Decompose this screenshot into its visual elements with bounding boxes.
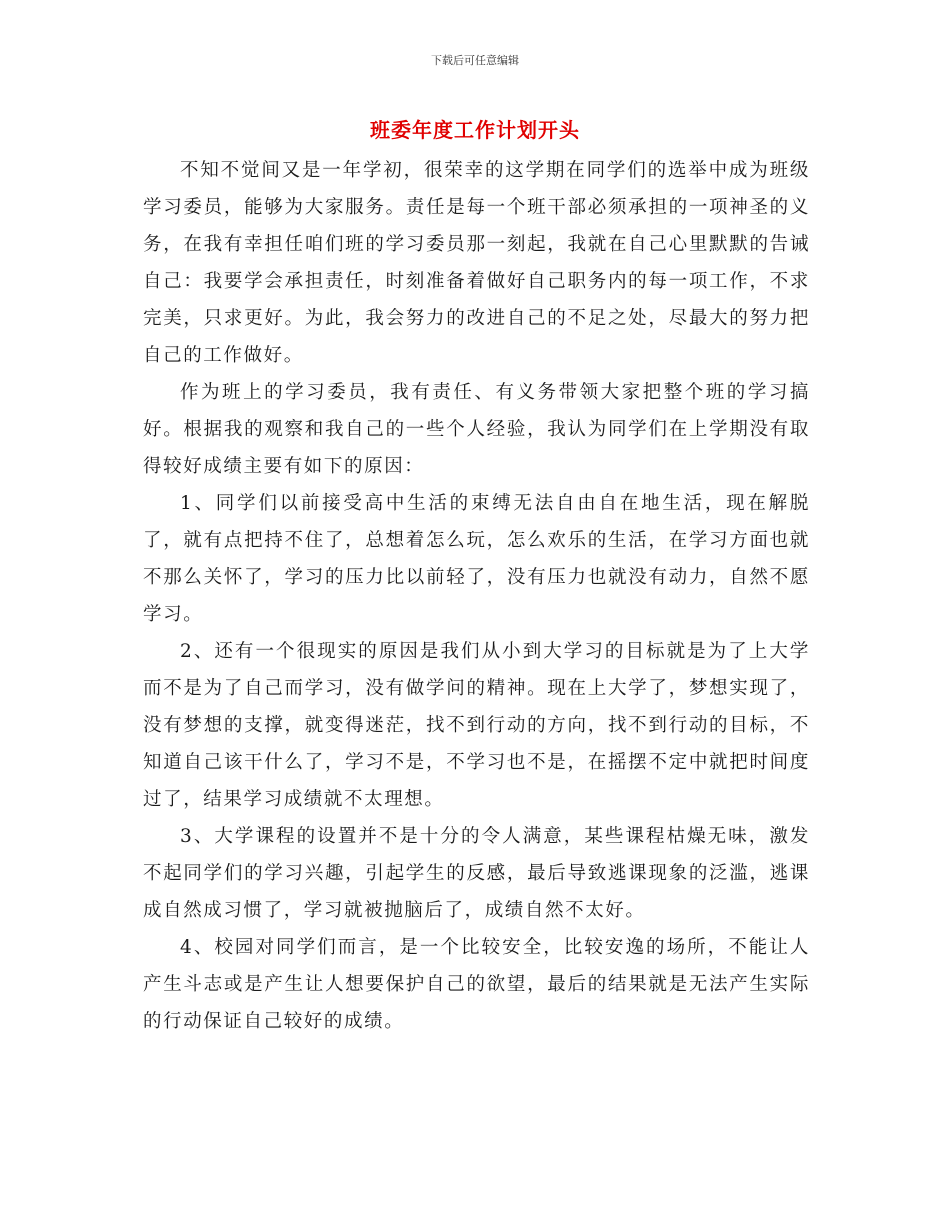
document-body bbox=[143, 152, 810, 1040]
paragraph: 作为班上的学习委员，我有责任、有义务带领大家把整个班的学习搞好。根据我的观察和我自己的一些个人经验，我认为同学们在上学期没有取得较好成绩主要有如下的原因： bbox=[143, 382, 810, 477]
paragraph: 4、校园对同学们而言，是一个比较安全，比较安逸的场所，不能让人产生斗志或是产生让人想要保护自己的欲望，最后的结果就是无法产生实际的行动保证自己较好的成绩。 bbox=[143, 937, 810, 1032]
paragraph: 2、还有一个很现实的原因是我们从小到大学习的目标就是为了上大学而不是为了自己而学习，没有做学问的精神。现在上大学了，梦想实现了，没有梦想的支撑，就变得迷茫，找不到行动的方向，找不到行动的目标，不知道自己该干什么了，学习不是，不学习也不是，在摇摆不定中就把时间度过了，结果学习成绩就不太理想。 bbox=[143, 641, 810, 810]
paragraph: 不知不觉间又是一年学初，很荣幸的这学期在同学们的选举中成为班级学习委员，能够为大家服务。责任是每一个班干部必须承担的一项神圣的义务，在我有幸担任咱们班的学习委员那一刻起，我就在自己心里默默的告诫自己：我要学会承担责任，时刻准备着做好自己职务内的每一项工作，不求完美，只求更好。为此，我会努力的改进自己的不足之处，尽最大的努力把自己的工作做好。 bbox=[143, 160, 810, 366]
paragraph: 1、同学们以前接受高中生活的束缚无法自由自在地生活，现在解脱了，就有点把持不住了，总想着怎么玩，怎么欢乐的生活，在学习方面也就不那么关怀了，学习的压力比以前轻了，没有压力也就没有动力，自然不愿学习。 bbox=[143, 493, 810, 625]
page-header: 下载后可任意编辑 bbox=[431, 54, 519, 67]
paragraph: 3、大学课程的设置并不是十分的令人满意，某些课程枯燥无味，激发不起同学们的学习兴趣，引起学生的反感，最后导致逃课现象的泛滥，逃课成自然成习惯了，学习就被抛脑后了，成绩自然不太好。 bbox=[143, 826, 810, 921]
document-title: 班委年度工作计划开头 bbox=[370, 118, 580, 142]
